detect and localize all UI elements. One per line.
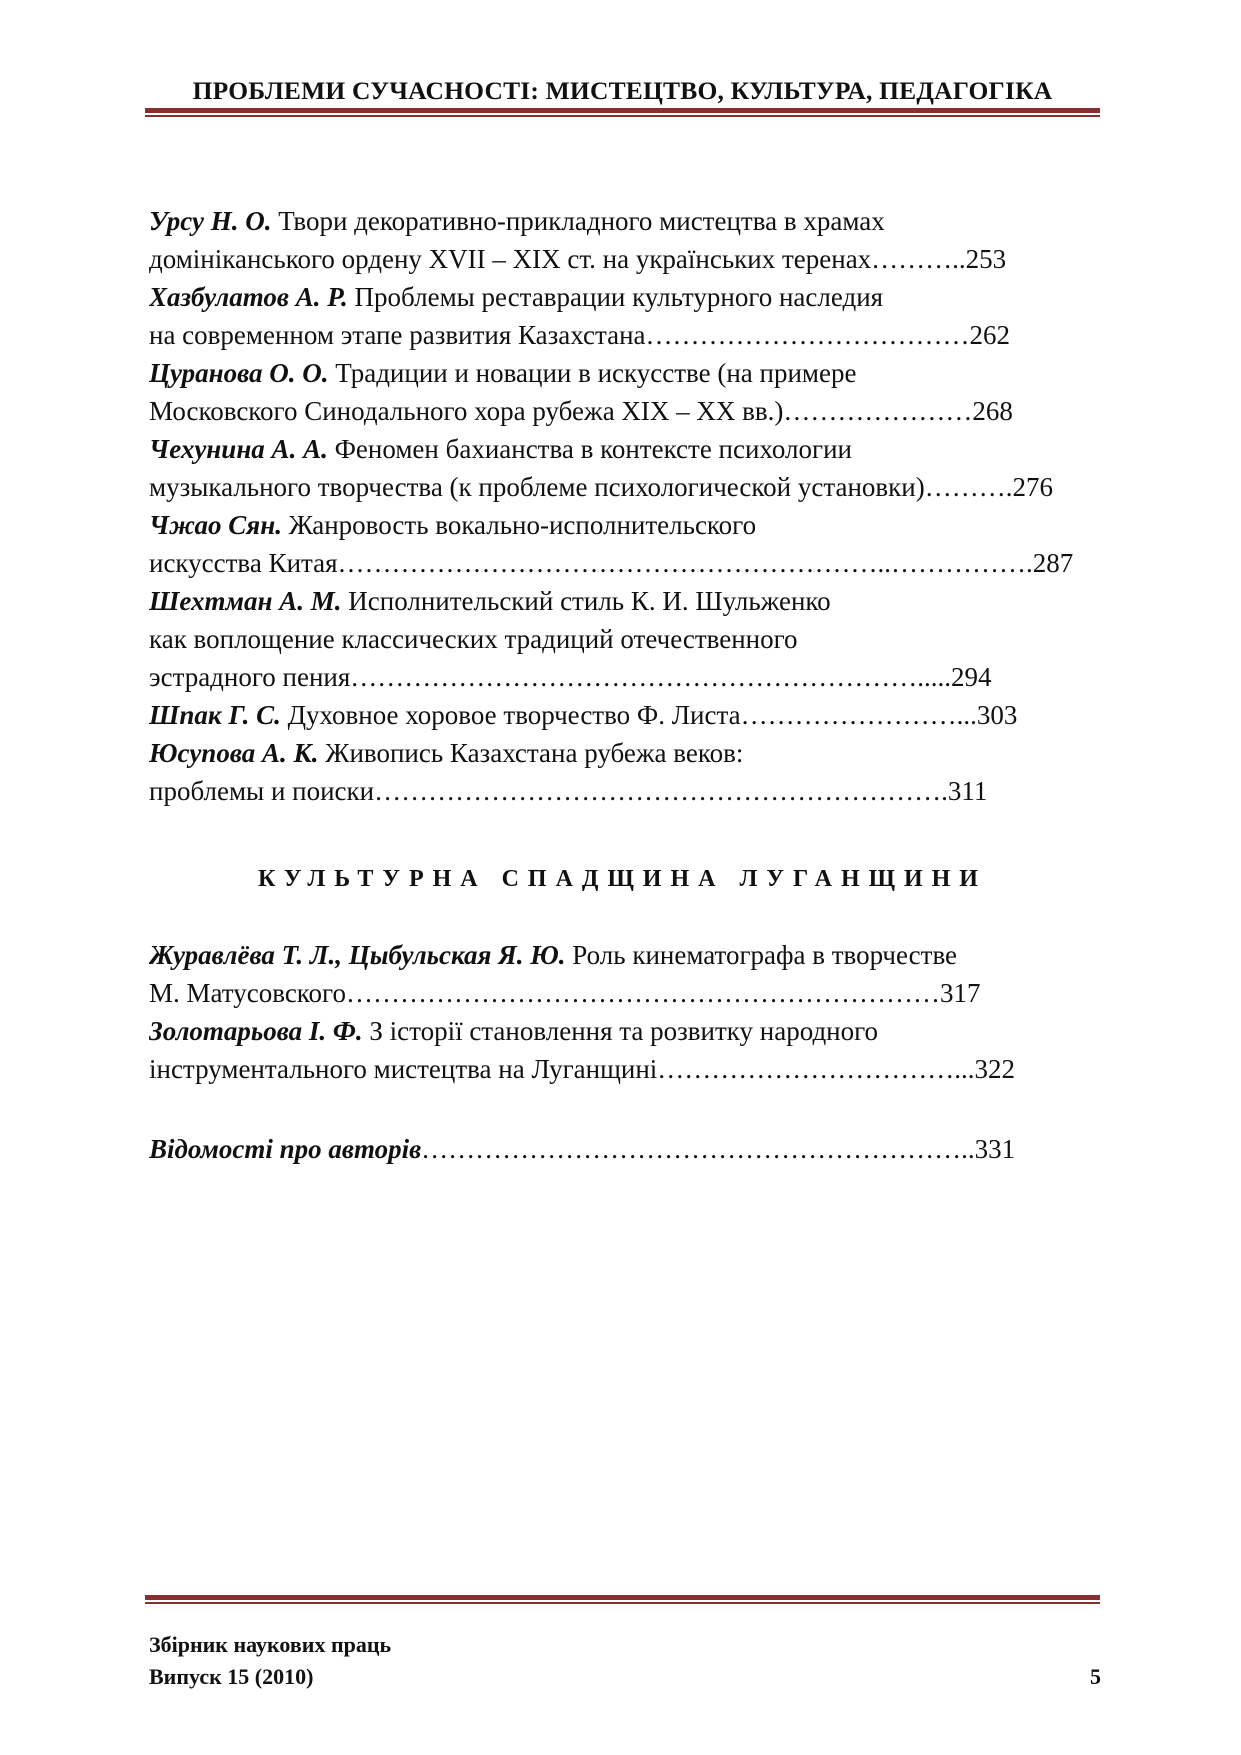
footer-issue-label: Випуск 15 (2010) (149, 1664, 314, 1689)
toc-entry-line (149, 620, 1094, 658)
toc-entry-line (149, 1050, 1094, 1088)
toc-author: Чехунина А. А. (149, 434, 328, 464)
toc-title: домініканського ордену XVII – XIX ст. на українських теренах………..253 (149, 244, 1007, 274)
authors-info-leader: ……………………………………………………..331 (421, 1134, 1016, 1164)
toc-entry-line (149, 696, 1094, 734)
toc-entry-line (149, 430, 1094, 468)
running-header-title: ПРОБЛЕМИ СУЧАСНОСТІ: МИСТЕЦТВО, КУЛЬТУРА, ПЕДАГОГІКА (192, 76, 1053, 105)
toc-title: на современном этапе развития Казахстана………………………………262 (149, 320, 1011, 350)
toc-title: інструментального мистецтва на Луганщині……………………………...322 (149, 1054, 1016, 1084)
toc-entry-line (149, 582, 1094, 620)
toc-entry-line (149, 658, 1094, 696)
toc-entry-line (149, 734, 1094, 772)
toc-entry-line (149, 1130, 1094, 1168)
toc-entry-line (149, 974, 1094, 1012)
toc-entry-line (149, 936, 1094, 974)
toc-author: Журавлёва Т. Л., Цыбульская Я. Ю. (149, 940, 566, 970)
toc-entry-line (149, 1012, 1094, 1050)
toc-title: З історії становлення та розвитку народного (362, 1016, 879, 1046)
toc-title: как воплощение классических традиций отечественного (149, 624, 798, 654)
section-entries (149, 936, 1094, 1088)
toc-author: Урсу Н. О. (149, 206, 272, 236)
toc-title: Традиции и новации в искусстве (на примере (328, 358, 857, 388)
toc-title: М. Матусовского…………………………………………………………317 (149, 978, 981, 1008)
footer-issue (149, 1664, 1101, 1690)
toc-title: Московского Синодального хора рубежа XIX – XX вв.)…………………268 (149, 396, 1013, 426)
section-heading: КУЛЬТУРНА СПАДЩИНА ЛУГАНЩИНИ (258, 866, 987, 892)
toc-title: эстрадного пения……………………………………………………….....294 (149, 662, 992, 692)
toc-author: Шпак Г. С. (149, 700, 281, 730)
footer-rule (145, 1595, 1100, 1604)
toc-author: Шехтман А. М. (149, 586, 342, 616)
toc-title: Роль кинематографа в творчестве (565, 940, 958, 970)
toc-entry-line (149, 544, 1094, 582)
toc-author: Золотарьова І. Ф. (149, 1016, 363, 1046)
toc-title: Живопись Казахстана рубежа веков: (318, 738, 744, 768)
table-of-contents (149, 202, 1094, 810)
toc-title: искусства Китая……………………………………………………..…………….287 (149, 548, 1074, 578)
toc-entry-line (149, 506, 1094, 544)
toc-title: Духовное хоровое творчество Ф. Листа……………………...303 (280, 700, 1018, 730)
toc-entry-line (149, 354, 1094, 392)
toc-title: Проблемы реставрации культурного наследия (347, 282, 884, 312)
toc-author: Юсупова А. К. (149, 738, 319, 768)
toc-title: Исполнительский стиль К. И. Шульженко (341, 586, 831, 616)
authors-info-entry (149, 1130, 1094, 1168)
toc-author: Цуранова О. О. (149, 358, 329, 388)
toc-title: проблемы и поиски……………………………………………………….311 (149, 776, 988, 806)
toc-entry-line (149, 240, 1094, 278)
toc-title: Жанровость вокально-исполнительского (281, 510, 757, 540)
toc-entry-line (149, 468, 1094, 506)
page-number: 5 (1090, 1664, 1101, 1689)
toc-author: Чжао Сян. (149, 510, 282, 540)
toc-author: Хазбулатов А. Р. (149, 282, 348, 312)
footer-collection-title: Збірник наукових праць (149, 1632, 392, 1657)
header-rule (145, 108, 1100, 117)
toc-entry-line (149, 202, 1094, 240)
toc-title: Твори декоративно-прикладного мистецтва в храмах (271, 206, 885, 236)
authors-info-label: Відомості про авторів (149, 1134, 422, 1164)
toc-title: музыкального творчества (к проблеме психологической установки)……….276 (149, 472, 1053, 502)
toc-entry-line (149, 278, 1094, 316)
toc-entry-line (149, 772, 1094, 810)
toc-entry-line (149, 316, 1094, 354)
toc-title: Феномен бахианства в контексте психологии (327, 434, 852, 464)
toc-entry-line (149, 392, 1094, 430)
